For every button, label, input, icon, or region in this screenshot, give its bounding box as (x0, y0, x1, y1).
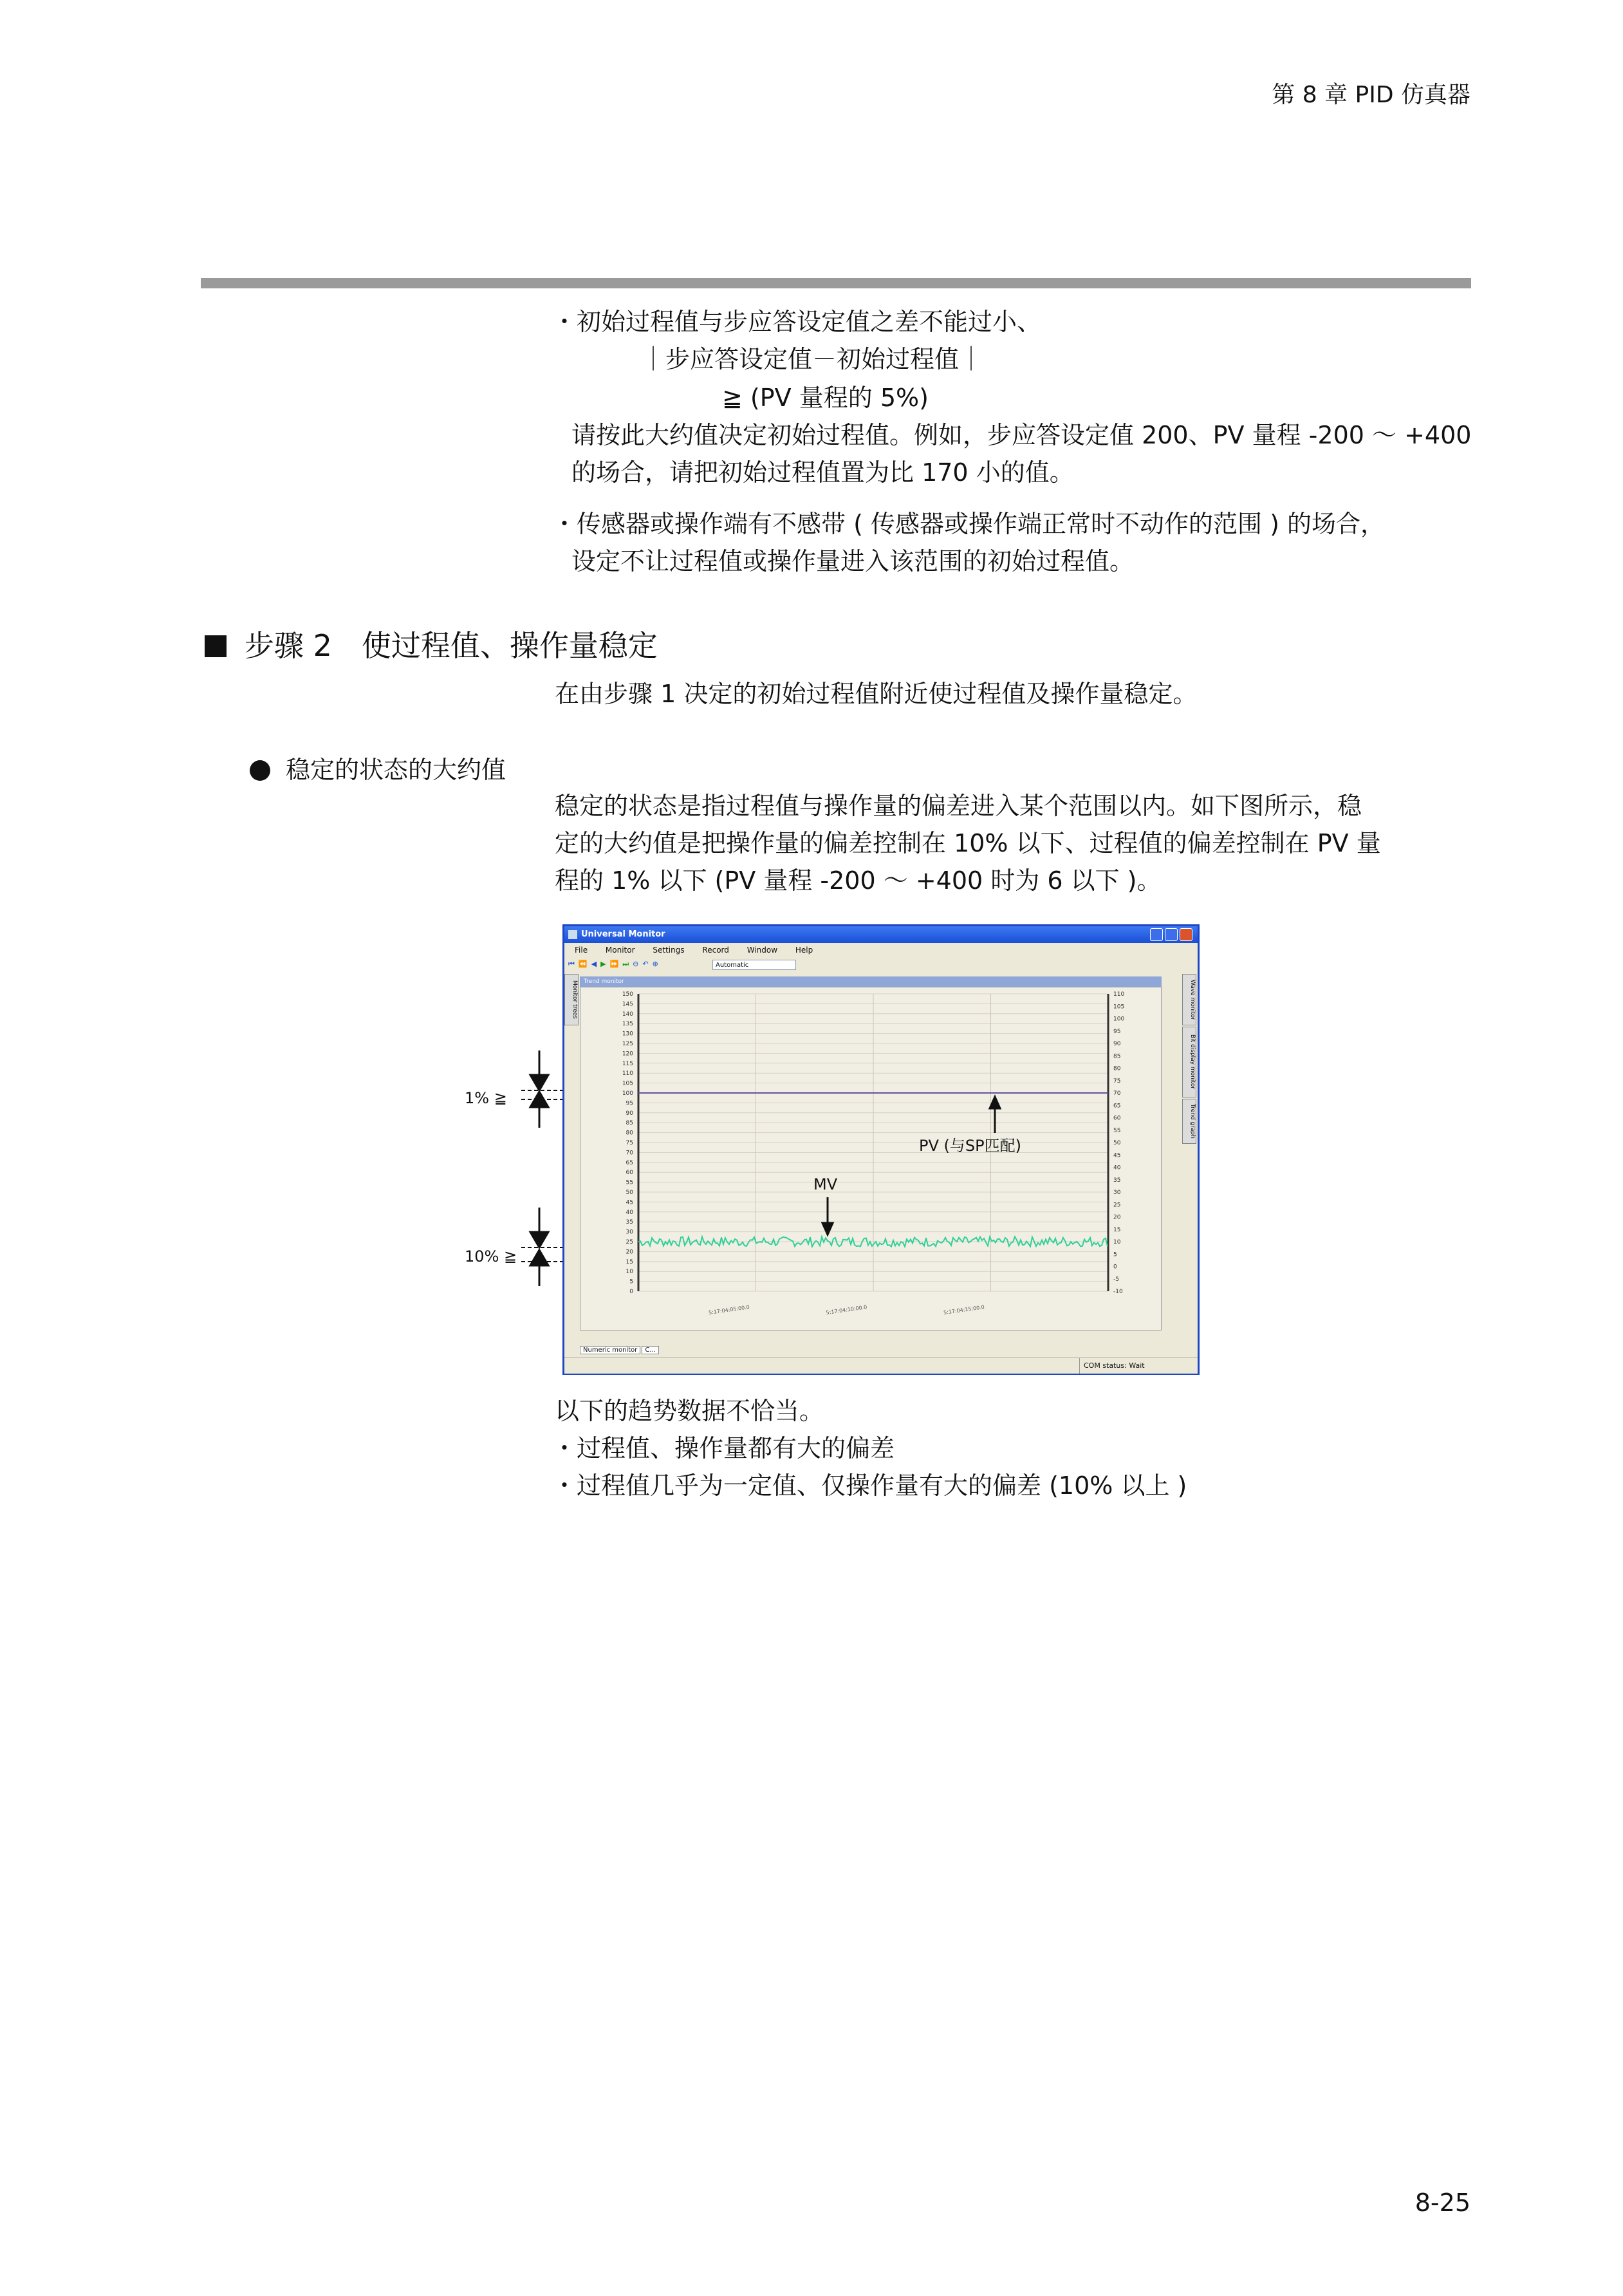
intro-line-3: 的场合，请把初始过程值置为比 170 小的值。 (571, 458, 1074, 487)
left-tick-label: 125 (622, 1041, 633, 1047)
left-tick-label: 70 (626, 1150, 633, 1157)
left-tick-label: 115 (622, 1060, 633, 1067)
right-tick-label: 25 (1113, 1202, 1121, 1209)
page-number: 8-25 (1414, 2189, 1470, 2217)
trend-graph-tab[interactable]: Trend graph (1182, 1099, 1196, 1144)
right-tick-label: 10 (1113, 1239, 1121, 1246)
mv-band-label: 10% ≧ (465, 1247, 517, 1265)
stable-line-1: 稳定的状态是指过程值与操作量的偏差进入某个范围以内。如下图所示，稳 (555, 792, 1362, 820)
time-tick-label: 5:17:04:05:00.0 (708, 1304, 750, 1316)
pv-band-label: 1% ≧ (465, 1089, 507, 1107)
left-tick-label: 95 (626, 1100, 633, 1107)
menu-record[interactable]: Record (702, 946, 729, 955)
numeric-monitor-tab[interactable]: Numeric monitor (580, 1346, 640, 1354)
right-tick-label: -10 (1113, 1289, 1123, 1295)
after-line-2: ・过程值、操作量都有大的偏差 (552, 1434, 895, 1462)
toolbar (564, 957, 1198, 971)
left-tick-label: 130 (622, 1031, 633, 1038)
left-tick-label: 20 (626, 1249, 633, 1256)
intro-line-2: 请按此大约值决定初始过程值。例如，步应答设定值 200、PV 量程 -200 ～ +400 (571, 421, 1472, 449)
stable-line-2: 定的大约值是把操作量的偏差控制在 10% 以下、过程值的偏差控制在 PV 量 (555, 829, 1381, 857)
square-bullet-icon (205, 635, 227, 657)
status-bar (564, 1358, 1198, 1374)
left-tick-label: 80 (626, 1130, 633, 1137)
right-tick-label: 20 (1113, 1214, 1121, 1221)
rewind-icon[interactable]: ⏪ (578, 960, 588, 968)
zoom-out-icon[interactable]: ⊖ (633, 960, 639, 968)
left-tick-label: 85 (626, 1120, 633, 1127)
last-icon[interactable]: ⏭ (622, 960, 629, 968)
right-tick-label: 15 (1113, 1226, 1121, 1233)
right-tick-label: 85 (1113, 1053, 1121, 1060)
right-tick-label: 65 (1113, 1103, 1121, 1110)
close-button[interactable] (1180, 928, 1192, 941)
menu-settings[interactable]: Settings (653, 946, 685, 955)
intro-line-4: ・传感器或操作端有不感带 ( 传感器或操作端正常时不动作的范围 ) 的场合， (552, 510, 1385, 538)
step2-heading (205, 623, 658, 668)
left-tick-label: 60 (626, 1170, 633, 1177)
forward-icon[interactable]: ⏩ (609, 960, 619, 968)
window-titlebar (564, 926, 1198, 943)
left-tick-label: 140 (622, 1011, 633, 1018)
intro-formula-2: ≧ (PV 量程的 5%) (722, 384, 929, 412)
right-tick-label: 5 (1113, 1251, 1117, 1258)
stable-line-3: 程的 1% 以下 (PV 量程 -200 ～ +400 时为 6 以下 )。 (555, 866, 1162, 895)
minimize-button[interactable] (1150, 928, 1163, 941)
right-tick-label: 50 (1113, 1140, 1121, 1146)
right-tick-label: 100 (1113, 1016, 1125, 1023)
menu-monitor[interactable]: Monitor (605, 946, 635, 955)
mode-combo[interactable]: Automatic (712, 960, 796, 970)
app-icon (568, 930, 577, 939)
after-line-3: ・过程值几乎为一定值、仅操作量有大的偏差 (10% 以上 ) (552, 1471, 1187, 1500)
right-tick-label: 55 (1113, 1127, 1121, 1134)
time-tick-label: 5:17:04:15:00.0 (943, 1304, 985, 1316)
right-tick-label: 70 (1113, 1090, 1121, 1097)
intro-line-5: 设定不让过程值或操作量进入该范围的初始过程值。 (571, 547, 1135, 575)
right-tick-label: 35 (1113, 1177, 1121, 1184)
right-tick-label: 105 (1113, 1003, 1125, 1011)
left-tick-label: 15 (626, 1258, 633, 1265)
trend-monitor-title: Trend monitor (580, 976, 1162, 987)
wave-monitor-tab[interactable]: Wave monitor (1182, 974, 1196, 1025)
bottom-tabs (580, 1345, 660, 1356)
right-tick-label: 95 (1113, 1028, 1121, 1035)
menubar (564, 943, 1198, 957)
left-tick-label: 55 (626, 1179, 633, 1186)
intro-line-1: ・初始过程值与步应答设定值之差不能过小、 (552, 308, 1042, 336)
stable-heading (250, 751, 506, 789)
com-status: COM status: Wait (1079, 1358, 1145, 1374)
monitor-trees-tab[interactable]: Monitor trees (564, 974, 579, 1025)
right-tick-label: 90 (1113, 1041, 1121, 1047)
right-tick-label: -5 (1113, 1276, 1119, 1283)
left-tick-label: 45 (626, 1199, 633, 1206)
menu-window[interactable]: Window (747, 946, 778, 955)
circle-bullet-icon (250, 760, 270, 781)
left-tick-label: 35 (626, 1219, 633, 1226)
left-tick-label: 145 (622, 1001, 633, 1008)
intro-formula-1: ｜步应答设定值－初始过程值｜ (641, 345, 984, 373)
left-tick-label: 40 (626, 1209, 633, 1216)
left-tick-label: 120 (622, 1050, 633, 1058)
back-icon[interactable]: ◀ (591, 960, 597, 968)
left-tick-label: 105 (622, 1080, 633, 1087)
section-rule (201, 278, 1471, 288)
right-tick-label: 110 (1113, 991, 1125, 998)
left-tick-label: 50 (626, 1190, 633, 1196)
maximize-button[interactable] (1165, 928, 1178, 941)
window-title: Universal Monitor (581, 929, 665, 939)
chapter-header: 第 8 章 PID 仿真器 (1272, 82, 1470, 108)
right-tick-label: 80 (1113, 1065, 1121, 1072)
left-tick-label: 25 (626, 1239, 633, 1246)
right-tick-label: 0 (1113, 1264, 1117, 1271)
left-tick-label: 135 (622, 1021, 633, 1028)
first-icon[interactable]: ⏮ (568, 960, 575, 968)
zoom-in-icon[interactable]: ⊕ (652, 960, 658, 968)
left-tick-label: 30 (626, 1229, 633, 1236)
undo-icon[interactable]: ↶ (642, 960, 649, 968)
right-tick-label: 40 (1113, 1164, 1121, 1171)
left-tick-label: 110 (622, 1070, 633, 1078)
left-tick-label: 150 (622, 991, 633, 998)
right-tick-label: 45 (1113, 1152, 1121, 1159)
other-tab[interactable]: C... (642, 1346, 659, 1354)
time-tick-label: 5:17:04:10:00.0 (826, 1304, 867, 1316)
left-tick-label: 65 (626, 1159, 633, 1166)
left-tick-label: 100 (622, 1090, 633, 1097)
step2-title: 步骤 2 使过程值、操作量稳定 (245, 628, 658, 663)
label-arrows (804, 1088, 1023, 1255)
left-tick-label: 5 (629, 1278, 633, 1285)
after-line-1: 以下的趋势数据不恰当。 (555, 1397, 824, 1425)
bit-display-tab[interactable]: Bit display monitor (1182, 1027, 1196, 1097)
menu-help[interactable]: Help (795, 946, 813, 955)
menu-file[interactable]: File (575, 946, 588, 955)
mv-label: MV (813, 1175, 838, 1193)
right-tick-label: 75 (1113, 1078, 1121, 1085)
play-icon[interactable]: ▶ (600, 960, 606, 968)
pv-label: PV (与SP匹配) (919, 1137, 1021, 1155)
left-tick-label: 90 (626, 1110, 633, 1117)
left-tick-label: 10 (626, 1269, 633, 1276)
left-tick-label: 0 (629, 1289, 633, 1295)
stable-title: 稳定的状态的大约值 (286, 756, 506, 784)
step2-desc: 在由步骤 1 决定的初始过程值附近使过程值及操作量稳定。 (555, 680, 1198, 708)
left-tick-label: 75 (626, 1140, 633, 1146)
right-tick-label: 60 (1113, 1115, 1121, 1122)
right-tick-label: 30 (1113, 1190, 1121, 1196)
